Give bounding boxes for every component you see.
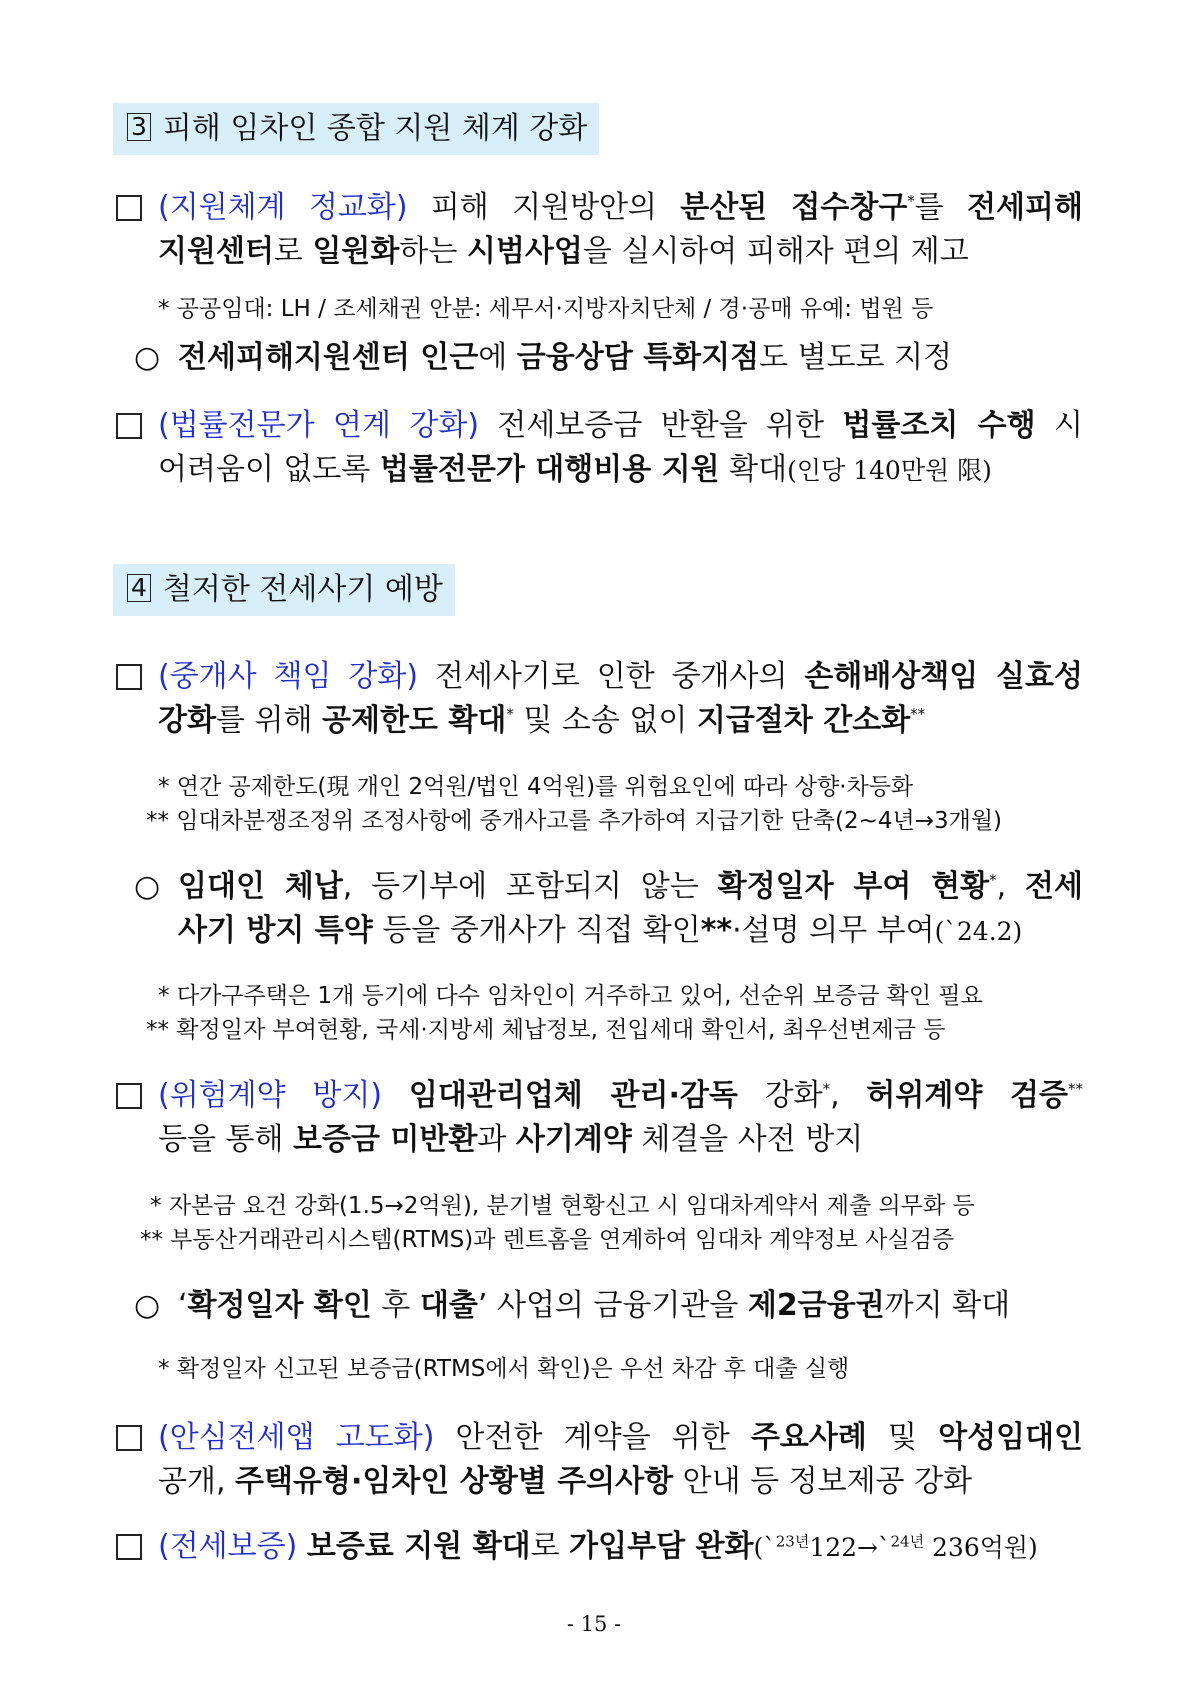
bold-text: 대출: [419, 1288, 478, 1323]
item-safe-jeonse-app: [113, 1416, 1083, 1504]
bold-text: 강화: [158, 703, 216, 738]
bold-text: 확정일자 부여 현황: [717, 869, 990, 904]
quote-mark: ‘: [178, 1288, 188, 1323]
section-title: 피해 임차인 종합 지원 체계 강화: [162, 111, 588, 146]
bullet-circle-icon: ○: [134, 1288, 161, 1323]
sub-item-landlord-arrears: [113, 865, 1083, 954]
text: 후: [371, 1288, 420, 1323]
item-broker-responsibility: [113, 655, 1083, 743]
bold-text: 공제한도 확대: [321, 703, 507, 738]
text: 전세사기로 인한 중개사의: [418, 659, 805, 694]
footnote-mark: *: [989, 871, 997, 889]
footnote: * 연간 공제한도(現 개인 2억원/법인 4억원)를 위험요인에 따라 상향·차등화: [158, 774, 914, 800]
bold-text: 법률조치 수행: [842, 408, 1036, 443]
item-tag: (위험계약 방지): [158, 1078, 383, 1113]
checkbox-square-icon: [116, 195, 142, 221]
bold-text: 전세피해지원센터 인근: [178, 340, 479, 375]
text: 을 실시하여 피해자 편의 제고: [582, 234, 969, 269]
bold-text: 가입부담 완화: [569, 1529, 754, 1564]
text: 를: [914, 190, 968, 225]
text: 강화: [737, 1078, 823, 1113]
text: , 등기부에 포함되지 않는: [342, 869, 718, 904]
bold-text: 보증금 미반환: [293, 1122, 478, 1157]
footnote-mark: **: [1068, 1080, 1084, 1098]
item-tag: (중개사 책임 강화): [158, 659, 419, 694]
bold-text: 지원센터: [158, 234, 274, 269]
bold-text: 시범사업: [466, 234, 583, 269]
text: 안내 등 정보제공 강화: [673, 1464, 973, 1499]
paren-note: (인당 140만원 限): [787, 456, 992, 485]
item-tag: (안심전세앱 고도화): [158, 1420, 435, 1455]
checkbox-square-icon: [116, 413, 142, 439]
text: 전세보증금 반환을 위한: [479, 408, 843, 443]
text: 및: [866, 1420, 939, 1455]
item-tag: (법률전문가 연계 강화): [158, 408, 480, 443]
text: 도 별도로 지정: [759, 340, 953, 375]
text: 로: [530, 1529, 570, 1564]
item-support-system: [113, 186, 1083, 274]
bold-text: 주요사례: [750, 1420, 867, 1455]
text: 에: [478, 340, 517, 375]
bold-text: 제2금융권: [747, 1288, 885, 1323]
footnote: * 확정일자 신고된 보증금(RTMS에서 확인)은 우선 차감 후 대출 실행: [158, 1356, 850, 1382]
text: 를 위해: [215, 703, 322, 738]
text: 안전한 계약을 위한: [434, 1420, 751, 1455]
bold-text: 사기계약: [515, 1122, 632, 1157]
text: ,: [996, 869, 1026, 904]
footnote: ** 임대차분쟁조정위 조정사항에 중개사고를 추가하여 지급기한 단축(2~4년→3개월): [146, 808, 1003, 834]
bold-text: 악성임대인: [938, 1420, 1083, 1455]
paren-note: [753, 1533, 1037, 1562]
quote-mark: ’: [477, 1288, 488, 1323]
bold-text: 전세: [1025, 869, 1083, 904]
text: 사업의 금융기관을: [487, 1288, 748, 1323]
checkbox-square-icon: [116, 1083, 142, 1109]
section-header-4: [113, 564, 455, 616]
sub-item-loan-after-confirmation: [113, 1284, 1083, 1328]
text: 및 소송 없이: [513, 703, 697, 738]
text: 시: [1035, 408, 1083, 443]
year-mark: 23년: [775, 1532, 810, 1551]
section-number: 3: [127, 113, 151, 141]
text: 어려움이 없도록: [158, 452, 380, 487]
text: 확대: [719, 452, 788, 487]
item-jeonse-guarantee: [113, 1525, 1083, 1570]
bold-text: 주택유형·임차인 상황별 주의사항: [235, 1464, 674, 1499]
footnote-mark: *: [907, 192, 915, 210]
bold-text: 임대관리업체 관리·감독: [408, 1078, 738, 1113]
bold-text: 사기 방지 특약: [178, 913, 373, 948]
text: [297, 1529, 307, 1564]
section-header-3: [113, 103, 599, 155]
bullet-circle-icon: ○: [134, 869, 161, 904]
page-number: - 15 -: [566, 1612, 622, 1636]
footnote-mark: **: [910, 705, 926, 723]
bold-text: 확정일자 확인: [187, 1288, 372, 1323]
bold-text: 전세피해: [967, 190, 1083, 225]
footnote-mark: *: [506, 705, 514, 723]
bold-text: 보증료 지원 확대: [306, 1529, 531, 1564]
footnote-mark: *: [822, 1080, 831, 1098]
text: 공개,: [158, 1464, 236, 1499]
text: 로: [273, 234, 313, 269]
bold-text: 지급절차 간소화: [696, 703, 911, 738]
bold-text: 손해배상책임 실효성: [804, 659, 1083, 694]
text: 등을 중개사가 직접 확인: [372, 913, 701, 948]
footnote: * 다가구주택은 1개 등기에 다수 임차인이 거주하고 있어, 선순위 보증금 확인 필요: [158, 983, 983, 1009]
checkbox-square-icon: [116, 1534, 142, 1560]
bold-text: 법률전문가 대행비용 지원: [379, 452, 720, 487]
text: 까지 확대: [884, 1288, 1011, 1323]
sub-item-finance-branch: [113, 336, 1083, 380]
text: 피해 지원방안의: [407, 190, 681, 225]
footnote: * 자본금 요건 강화(1.5→2억원), 분기별 현황신고 시 임대차계약서 제출 의무화 등: [150, 1193, 975, 1219]
item-tag: (지원체계 정교화): [158, 190, 408, 225]
text: 하는: [399, 234, 467, 269]
section-number: 4: [127, 574, 151, 602]
bold-text: 분산된 접수창구: [680, 190, 908, 225]
footnote: ** 부동산거래관리시스템(RTMS)과 렌트홈을 연계하여 임대차 계약정보 사실검증: [140, 1227, 955, 1253]
text: 체결을 사전 방지: [631, 1122, 864, 1157]
bold-text: 허위계약 검증: [866, 1078, 1069, 1113]
bold-text: 금융상담 특화지점: [516, 340, 760, 375]
checkbox-square-icon: [116, 664, 142, 690]
footnote-mark: **: [700, 913, 733, 948]
bold-text: 일원화: [312, 234, 400, 269]
text: ·설명 의무 부여: [732, 913, 935, 948]
text: ,: [830, 1078, 867, 1113]
paren-note: (`24.2): [934, 917, 1023, 946]
text: (`: [753, 1533, 776, 1562]
year-mark: 24년: [890, 1532, 925, 1551]
footnote: * 공공임대: LH / 조세채권 안분: 세무서·지방자치단체 / 경·공매 유예: 법원 등: [158, 296, 934, 322]
text: 과: [477, 1122, 516, 1157]
item-risky-contract: [113, 1074, 1083, 1162]
text: [382, 1078, 409, 1113]
text: 236억원): [924, 1533, 1038, 1562]
item-tag: (전세보증): [158, 1529, 298, 1564]
footnote: ** 확정일자 부여현황, 국세·지방세 체납정보, 전입세대 확인서, 최우선변제금 등: [146, 1017, 946, 1043]
text: 122→`: [809, 1533, 891, 1562]
checkbox-square-icon: [116, 1425, 142, 1451]
bullet-circle-icon: ○: [134, 340, 161, 375]
item-legal-expert: [113, 404, 1083, 493]
bold-text: 임대인 체납: [178, 869, 343, 904]
section-title: 철저한 전세사기 예방: [162, 572, 443, 607]
text: 등을 통해: [158, 1122, 293, 1157]
